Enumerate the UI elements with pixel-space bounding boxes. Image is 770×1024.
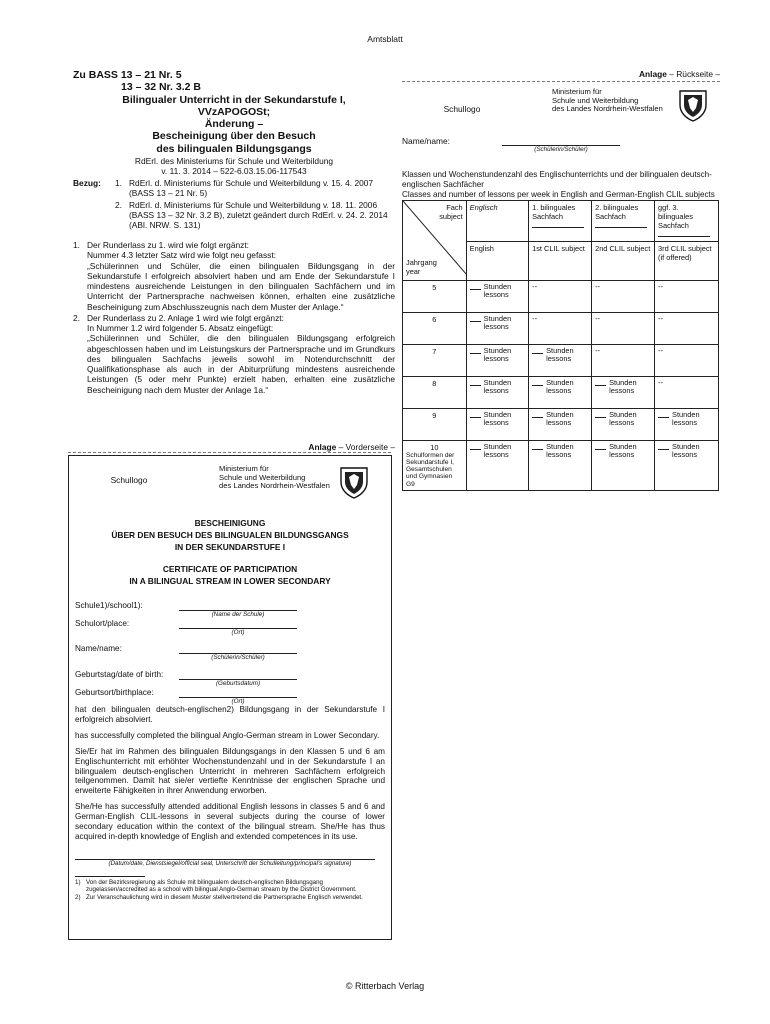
lessons-cell: Stunden lessons bbox=[466, 280, 528, 312]
place-field-line[interactable] bbox=[179, 619, 297, 629]
col-header-de-1: Englisch bbox=[466, 200, 528, 241]
name-field-line[interactable] bbox=[179, 644, 297, 654]
place-field-hint: (Ort) bbox=[231, 628, 245, 636]
dob-field-label: Geburtstag/date of birth: bbox=[75, 669, 164, 679]
year-cell: 8 bbox=[403, 376, 467, 408]
cert-text-en-1: has successfully completed the bilingual Anglo-German stream in Lower Secondary. bbox=[75, 730, 380, 740]
year-cell: 7 bbox=[403, 344, 467, 376]
table-row bbox=[403, 344, 719, 376]
ministry-name: Ministerium für Schule und Weiterbildung des Landes Nordrhein-Westfalen bbox=[219, 464, 330, 491]
bass-ref-1: Zu BASS 13 – 21 Nr. 5 bbox=[73, 69, 182, 81]
lessons-count-blank[interactable] bbox=[470, 385, 481, 386]
lessons-count-blank[interactable] bbox=[532, 385, 543, 386]
item-2-quote: „Schülerinnen und Schüler, die den bilingualen Bildungsgang erfolgreich abgeschlossen haben und im Leistungskurs der Partnersprache und im Grundkurs des bilingualen Sachfachs jeweils sowohl im Notendurchschnitt der Qualifikationsphase als auch in der Abiturprüfung mindestens ausreichende Leistungen (5 oder mehr Punkte) erzielt haben, erhalten eine zusätzliche Bescheinigung nach dem Muster der Anlage 1a.“ bbox=[87, 333, 395, 395]
pob-field-hint: (Ort) bbox=[231, 697, 245, 705]
lessons-cell: Stunden lessons bbox=[655, 408, 719, 440]
nrw-coat-of-arms-icon bbox=[676, 88, 710, 122]
item-1-line-a: Der Runderlass zu 1. wird wie folgt ergänzt: bbox=[87, 240, 249, 250]
cert-heading-2: ÜBER DEN BESUCH DES BILINGUALEN BILDUNGSGANGS bbox=[111, 530, 349, 541]
year-cell: 9 bbox=[403, 408, 467, 440]
decree-line-2: v. 11. 3. 2014 – 522-6.03.15.06-117543 bbox=[161, 166, 307, 177]
footnote-divider bbox=[75, 876, 145, 877]
title-line-1: Bilingualer Unterricht in der Sekundarstufe I, bbox=[122, 93, 346, 106]
signature-hint: (Datum/date, Dienstsiegel/official seal, Unterschrift der Schulleitung/principal's signature) bbox=[108, 860, 352, 868]
title-line-5: des bilingualen Bildungsgangs bbox=[156, 142, 312, 155]
footnote-2: 2) Zur Veranschaulichung wird in diesem Muster stellvertretend die Partnersprache Englisch verwendet. bbox=[75, 893, 363, 901]
lessons-table bbox=[402, 200, 719, 491]
col-header-de-4: ggf. 3. bilinguales Sachfach bbox=[655, 200, 719, 241]
anlage-back-label: Anlage – Rückseite – bbox=[638, 69, 720, 79]
title-line-2: VVzAPOGOSt; bbox=[197, 105, 271, 118]
lessons-cell: Stunden lessons bbox=[529, 408, 592, 440]
cert-text-de-1: hat den bilingualen deutsch-englischen2) Bildungsgang in der Sekundarstufe I erfolgreich absolviert. bbox=[75, 705, 385, 725]
lessons-cell: -- bbox=[592, 312, 655, 344]
lessons-count-blank[interactable] bbox=[658, 449, 669, 450]
lessons-cell: Stunden lessons bbox=[466, 312, 528, 344]
lessons-cell: Stunden lessons bbox=[529, 376, 592, 408]
lessons-cell: Stunden lessons bbox=[466, 440, 528, 490]
bezug-2-text: RdErl. d. Ministeriums für Schule und Weiterbildung v. 18. 11. 2006 (BASS 13 – 32 Nr. 3.2 B), zuletzt geändert durch RdErl. v. 24. 2. 2014 (ABl. NRW. S. 131) bbox=[129, 199, 388, 230]
cert-heading-4: CERTIFICATE OF PARTICIPATION bbox=[162, 563, 298, 574]
item-2-number: 2. bbox=[73, 312, 80, 323]
lessons-count-blank[interactable] bbox=[470, 417, 481, 418]
col-header-en-3: 2nd CLIL subject bbox=[592, 241, 655, 280]
anlage-front-label: Anlage – Vorderseite – bbox=[308, 442, 395, 452]
school-logo-placeholder: Schullogo bbox=[110, 475, 148, 485]
cert-text-en-2: She/He has successfully attended additional English lessons in classes 5 and 6 and German-English CLIL-lessons in several subjects during the course of lower secondary education within the context of the bilingual stream. She/He has thus acquired in-depth knowledge of English and extended competences in its use. bbox=[75, 802, 385, 841]
lessons-count-blank[interactable] bbox=[532, 449, 543, 450]
ministry-name-back: Ministerium für Schule und Weiterbildung des Landes Nordrhein-Westfalen bbox=[552, 87, 663, 114]
place-field-label: Schulort/place: bbox=[75, 618, 130, 628]
lessons-cell: -- bbox=[655, 312, 719, 344]
corner-subject-label: Fach subject bbox=[439, 202, 463, 221]
title-line-3: Änderung – bbox=[204, 118, 264, 131]
table-row bbox=[403, 440, 719, 490]
cert-form-fields bbox=[69, 601, 391, 705]
item-2-line-a: Der Runderlass zu 2. Anlage 1 wird wie folgt ergänzt: bbox=[87, 312, 284, 323]
school-field-line[interactable] bbox=[179, 601, 297, 611]
col-header-en-1: English bbox=[466, 241, 528, 280]
lessons-cell: Stunden lessons bbox=[592, 376, 655, 408]
dob-field-hint: (Geburtsdatum) bbox=[215, 679, 261, 687]
lessons-cell: -- bbox=[655, 376, 719, 408]
lessons-count-blank[interactable] bbox=[470, 321, 481, 322]
bezug-label: Bezug: bbox=[73, 178, 101, 188]
article-title-block bbox=[73, 69, 395, 176]
table-corner-cell bbox=[403, 200, 467, 280]
lessons-cell: -- bbox=[529, 280, 592, 312]
lessons-cell: Stunden lessons bbox=[529, 344, 592, 376]
certificate-back bbox=[402, 82, 720, 491]
back-name-row bbox=[402, 136, 720, 146]
lessons-cell: -- bbox=[655, 344, 719, 376]
lessons-cell: -- bbox=[592, 344, 655, 376]
pob-field-line[interactable] bbox=[179, 688, 297, 698]
cert-text-de-2: Sie/Er hat im Rahmen des bilingualen Bildungsgangs in den Klassen 5 und 6 am Englischunterricht mit erhöhter Wochenstundenzahl und in der Sekundarstufe I an bilingualem deutsch-englischen Unterricht in mehreren Sachfächern erfolgreich teilgenommen. Damit hat sie/er vertiefte Kenntnisse der englischen Sprache und erweiterte Fähigkeiten in ihrer Anwendung erworben. bbox=[75, 746, 385, 796]
item-2-line-b: In Nummer 1.2 wird folgender 5. Absatz eingefügt: bbox=[87, 323, 274, 333]
lessons-cell: Stunden lessons bbox=[466, 344, 528, 376]
bezug-2-number: 2. bbox=[115, 199, 122, 210]
school-field-hint: (Name der Schule) bbox=[211, 610, 265, 618]
cert-heading-3: IN DER SEKUNDARSTUFE I bbox=[174, 542, 286, 553]
name-field-hint: (Schülerin/Schüler) bbox=[211, 654, 265, 662]
back-name-label: Name/name: bbox=[402, 136, 450, 146]
title-line-4: Bescheinigung über den Besuch bbox=[152, 130, 316, 143]
lessons-count-blank[interactable] bbox=[595, 385, 606, 386]
back-name-line[interactable] bbox=[502, 136, 620, 146]
lessons-cell: Stunden lessons bbox=[529, 440, 592, 490]
year-cell: 6 bbox=[403, 312, 467, 344]
cert-heading-1: BESCHEINIGUNG bbox=[194, 518, 266, 528]
item-1-quote: „Schülerinnen und Schüler, die einen bilingualen Bildungsgang in der Sekundarstufe I erfolgreich absolviert haben und am Ende der Sekundarstufe I mindestens ausreichende Leistungen in den bilingualen Sachfächern und im Unterricht der Partnersprache nachweisen können, erhalten eine zusätzliche Bescheinigung zum Abschlusszeugnis nach dem Muster der Anlage.“ bbox=[87, 260, 395, 312]
lessons-cell: -- bbox=[655, 280, 719, 312]
item-1-line-b: Nummer 4.3 letzter Satz wird wie folgt neu gefasst: bbox=[87, 250, 276, 261]
article-body bbox=[73, 240, 395, 396]
table-row bbox=[403, 312, 719, 344]
bezug-section bbox=[73, 178, 395, 230]
certificate-front bbox=[68, 455, 392, 940]
bezug-1-text: RdErl. d. Ministeriums für Schule und Weiterbildung v. 15. 4. 2007 (BASS 13 – 21 Nr. 5) bbox=[129, 178, 374, 199]
cert-heading-5: IN A BILINGUAL STREAM IN LOWER SECONDARY bbox=[129, 575, 331, 586]
lessons-count-blank[interactable] bbox=[595, 449, 606, 450]
table-row bbox=[403, 408, 719, 440]
back-intro-en: Classes and number of lessons per week in English and German-English CLIL subjects bbox=[402, 189, 715, 199]
bezug-1-number: 1. bbox=[115, 178, 122, 188]
school-field-label: Schule1)/school1): bbox=[75, 600, 143, 610]
lessons-cell: Stunden lessons bbox=[466, 408, 528, 440]
col-header-en-2: 1st CLIL subject bbox=[529, 241, 592, 280]
table-row bbox=[403, 376, 719, 408]
lessons-count-blank[interactable] bbox=[532, 417, 543, 418]
lessons-count-blank[interactable] bbox=[595, 417, 606, 418]
nrw-coat-of-arms-icon bbox=[337, 465, 371, 499]
decree-line-1: RdErl. des Ministeriums für Schule und Weiterbildung bbox=[134, 155, 334, 166]
lessons-count-blank[interactable] bbox=[658, 417, 669, 418]
year-cell: 10 Schulformen der Sekundarstufe I, Gesamtschulen und Gymnasien G9 bbox=[403, 440, 467, 490]
lessons-count-blank[interactable] bbox=[470, 353, 481, 354]
footnote-1: 1) Von der Bezirksregierung als Schule mit bilingualem deutsch-englischen Bildungsgang zugelassen/accredited as a school with bilingual Anglo-German stream by the District Government. bbox=[75, 878, 357, 894]
page-header: Amtsblatt bbox=[367, 34, 403, 44]
cut-line-front bbox=[68, 452, 391, 453]
name-field-label: Name/name: bbox=[75, 644, 122, 654]
col-header-de-2: 1. bilinguales Sachfach bbox=[529, 200, 592, 241]
year-note: Schulformen der Sekundarstufe I, Gesamtschulen und Gymnasien G9 bbox=[406, 451, 455, 488]
year-cell: 5 bbox=[403, 280, 467, 312]
table-row bbox=[403, 280, 719, 312]
lessons-cell: -- bbox=[529, 312, 592, 344]
col-header-en-4: 3rd CLIL subject (if offered) bbox=[655, 241, 719, 280]
corner-year-label: Jahrgang year bbox=[406, 257, 437, 276]
bass-ref-2: 13 – 32 Nr. 3.2 B bbox=[121, 81, 201, 94]
lessons-count-blank[interactable] bbox=[532, 353, 543, 354]
item-1-number: 1. bbox=[73, 240, 80, 250]
lessons-cell: -- bbox=[592, 280, 655, 312]
lessons-cell: Stunden lessons bbox=[466, 376, 528, 408]
lessons-count-blank[interactable] bbox=[470, 449, 481, 450]
lessons-cell: Stunden lessons bbox=[592, 440, 655, 490]
lessons-count-blank[interactable] bbox=[470, 289, 481, 290]
dob-field-line[interactable] bbox=[179, 670, 297, 680]
lessons-cell: Stunden lessons bbox=[655, 440, 719, 490]
school-logo-placeholder-back: Schullogo bbox=[443, 104, 481, 114]
back-intro-de: Klassen und Wochenstundenzahl des Englischunterrichts und der bilingualen deutsch-englischen Sachfächer bbox=[402, 169, 712, 189]
lessons-cell: Stunden lessons bbox=[592, 408, 655, 440]
back-name-hint: (Schülerin/Schüler) bbox=[534, 146, 588, 154]
page-footer: © Ritterbach Verlag bbox=[345, 981, 425, 991]
pob-field-label: Geburtsort/birthplace: bbox=[75, 687, 154, 697]
col-header-de-3: 2. bilinguales Sachfach bbox=[592, 200, 655, 241]
